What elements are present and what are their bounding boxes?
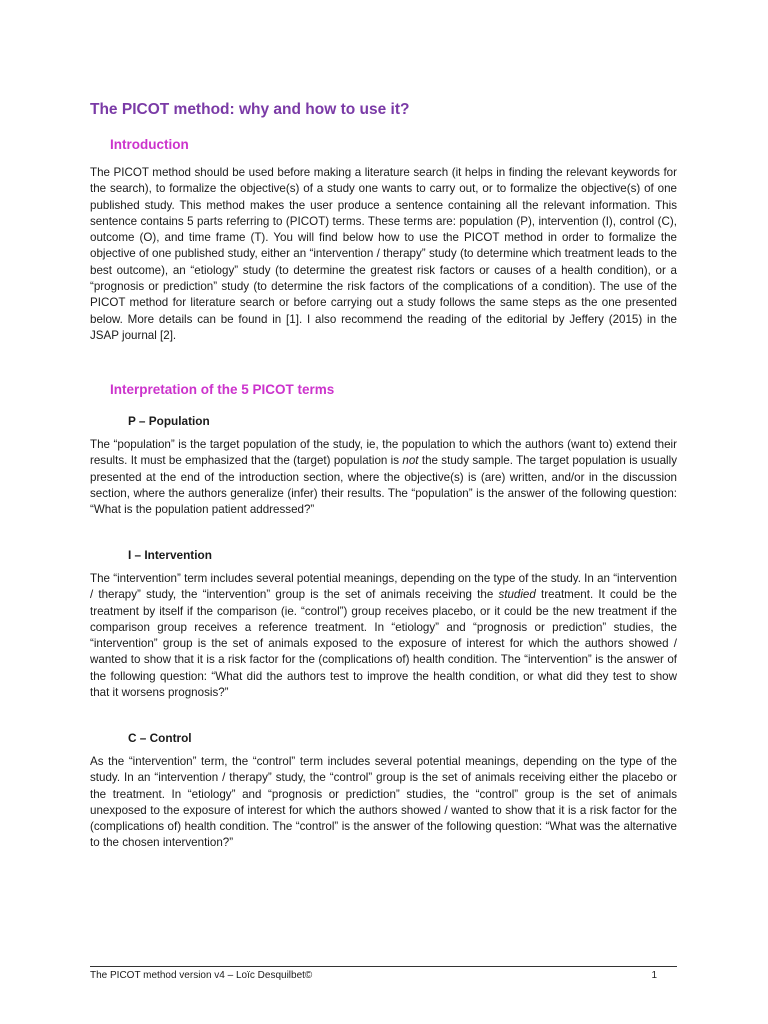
- footer-text: The PICOT method version v4 – Loïc Desquilbet©: [90, 970, 313, 981]
- population-paragraph: [90, 437, 677, 518]
- introduction-heading: Introduction: [110, 137, 189, 152]
- population-text-part1: The “population” is the target population of the study, ie, the population to which the authors (want to) extend their results. It must be emphasized that the (target) population is: [90, 438, 677, 468]
- control-paragraph: As the “intervention” term, the “control” term includes several potential meanings, depending on the type of the study. In an “intervention / therapy” study, the “control” group is the set of animals receiving either the placebo or the treatment. In “etiology” and “prognosis or prediction” studies, the “control” group is the set of animals unexposed to the exposure of interest for which the authors showed / wanted to show that it is a risk factor for the (complications of) health condition. The “control” is the answer of the following question: “What was the alternative to the chosen intervention?”: [90, 755, 677, 850]
- population-text-part2: the study sample. The target population is usually presented at the end of the introduction section, where the objective(s) is (are) written, and/or in the discussion section, where the authors generalize (infer) their results. The “population” is the answer of the following question: “What is the population patient addressed?”: [90, 454, 677, 517]
- population-emphasis: not: [402, 454, 419, 468]
- intervention-heading: I – Intervention: [128, 548, 212, 562]
- page-number: 1: [651, 970, 657, 981]
- document-title: The PICOT method: why and how to use it?: [90, 101, 410, 118]
- introduction-paragraph: The PICOT method should be used before making a literature search (it helps in finding the relevant keywords for the search), to formalize the objective(s) of a study one wants to carry out, or to formalize the objective(s) of one published study. This method makes the user produce a sentence containing all the relevant information. This sentence contains 5 parts referring to (PICOT) terms. These terms are: population (P), intervention (I), control (C), outcome (O), and time frame (T). You will find below how to use the PICOT method in order to formalize the objective of one published study, either an “intervention / therapy” study (to determine which treatment leads to the best outcome), an “etiology” study (to determine the greatest risk factors or causes of a health condition), or a “prognosis or prediction” study (to determine the risk factors of the complications of a condition). The use of the PICOT method for literature search or before carrying out a study follows the same steps as the one presented below. More details can be found in [1]. I also recommend the reading of the editorial by Jeffery (2015) in the JSAP journal [2].: [90, 166, 677, 342]
- intervention-text-part2: treatment. It could be the treatment by itself if the comparison (ie. “control”) group receives placebo, or it could be the new treatment if the comparison group receives a reference treatment. In “etiology” and “prognosis or prediction” studies, the “intervention” group is the set of animals exposed to the exposure of interest for which the authors showed / wanted to show that it is a risk factor for the (complications of) health condition. The “intervention” is the answer of the following question: “What did the authors test to improve the health condition, or what did they test to show that it worsens prognosis?”: [90, 588, 677, 700]
- footer-divider: [90, 966, 677, 967]
- intervention-emphasis: studied: [498, 588, 536, 602]
- control-heading: C – Control: [128, 731, 192, 745]
- intervention-text-part1: The “intervention” term includes several potential meanings, depending on the type of the study. In an “intervention / therapy” study, the “intervention” group is the set of animals receiving the: [90, 572, 677, 602]
- intervention-paragraph: [90, 571, 677, 701]
- population-heading: P – Population: [128, 414, 210, 428]
- interpretation-heading: Interpretation of the 5 PICOT terms: [110, 382, 335, 397]
